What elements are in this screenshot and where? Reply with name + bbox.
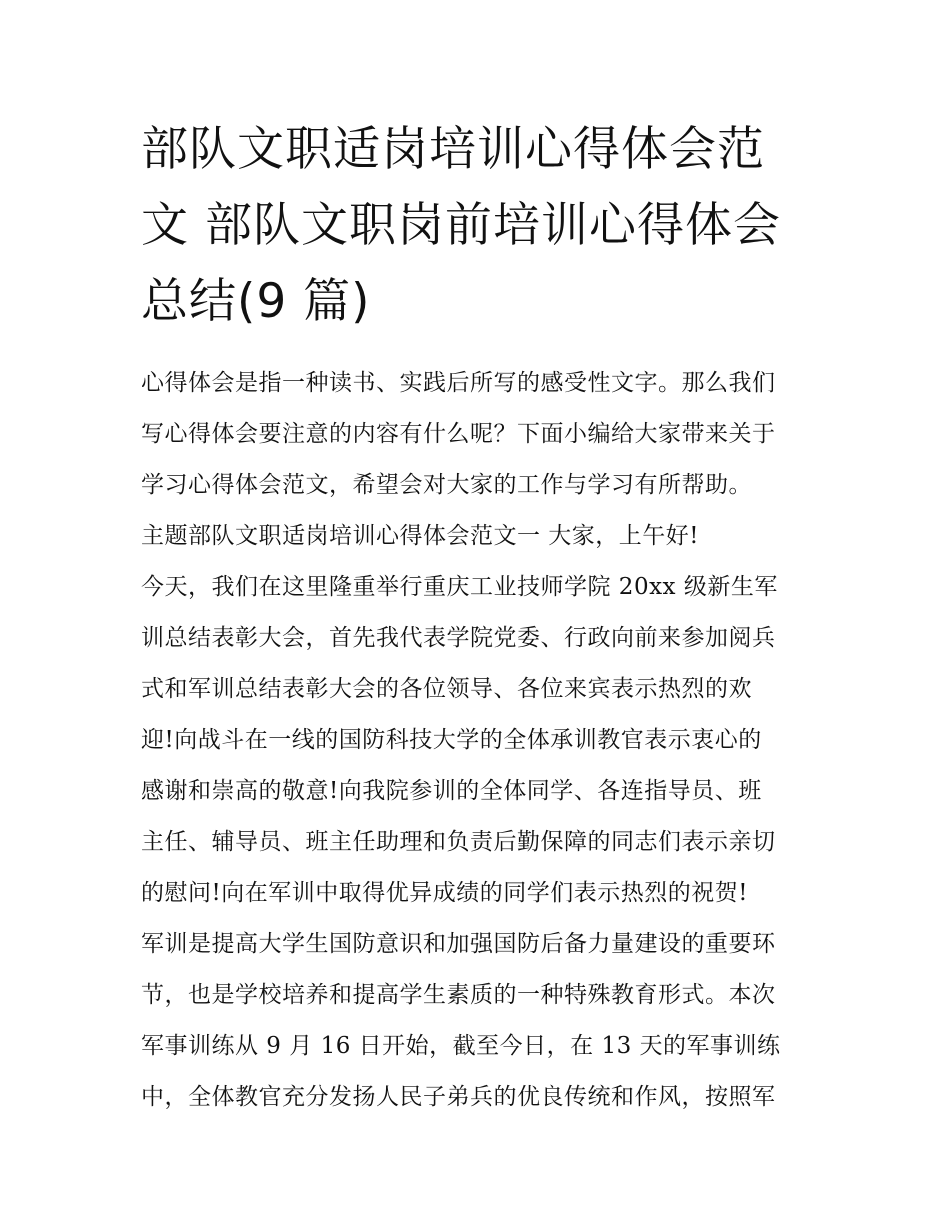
body-line: 训总结表彰大会，首先我代表学院党委、行政向前来参加阅兵 <box>141 625 776 651</box>
body-line: 心得体会是指一种读书、实践后所写的感受性文字。那么我们 <box>141 370 776 396</box>
title-line-2: 文 部队文职岗前培训心得体会 <box>141 198 781 253</box>
body-line: 主题部队文职适岗培训心得体会范文一 大家，上午好! <box>141 523 700 549</box>
document-body <box>141 358 821 1123</box>
body-line: 的慰问!向在军训中取得优异成绩的同学们表示热烈的祝贺! <box>141 880 748 906</box>
body-line: 主任、辅导员、班主任助理和负责后勤保障的同志们表示亲切 <box>141 829 776 855</box>
body-line: 迎!向战斗在一线的国防科技大学的全体承训教官表示衷心的 <box>141 727 762 753</box>
body-line: 军事训练从 9 月 16 日开始，截至今日，在 13 天的军事训练 <box>141 1033 781 1059</box>
body-line: 感谢和崇高的敬意!向我院参训的全体同学、各连指导员、班 <box>141 778 762 804</box>
body-line: 学习心得体会范文，希望会对大家的工作与学习有所帮助。 <box>141 472 752 498</box>
body-line: 写心得体会要注意的内容有什么呢？下面小编给大家带来关于 <box>141 421 776 447</box>
title-line-3: 总结(9 篇) <box>141 274 371 329</box>
body-line: 式和军训总结表彰大会的各位领导、各位来宾表示热烈的欢 <box>141 676 752 702</box>
body-line: 军训是提高大学生国防意识和加强国防后备力量建设的重要环 <box>141 931 776 957</box>
document-title <box>141 112 821 340</box>
body-line: 今天，我们在这里隆重举行重庆工业技师学院 20xx 级新生军 <box>141 574 778 600</box>
body-line: 中，全体教官充分发扬人民子弟兵的优良传统和作风，按照军 <box>141 1084 776 1110</box>
title-line-1: 部队文职适岗培训心得体会范 <box>141 122 765 177</box>
body-line: 节，也是学校培养和提高学生素质的一种特殊教育形式。本次 <box>141 982 776 1008</box>
